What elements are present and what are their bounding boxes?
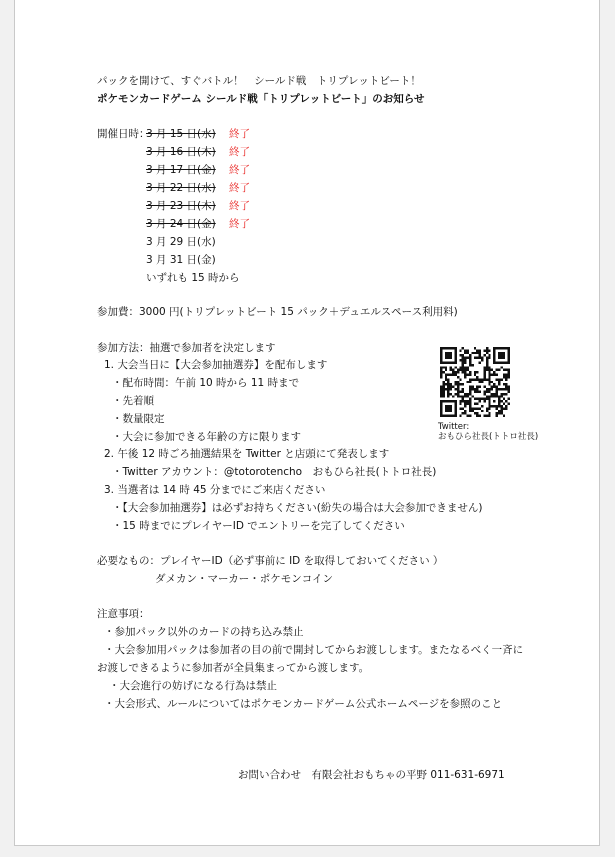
- schedule-date: 3 月 17 日(金): [146, 164, 216, 176]
- contact-info: お問い合わせ 有限会社おもちゃの平野 011-631-6971: [238, 769, 505, 781]
- list-item: ・大会形式、ルールについてはポケモンカードゲーム公式ホームページを参照のこと: [104, 698, 503, 710]
- method-step-3: 3. 当選者は 14 時 45 分までにご来店ください: [104, 484, 326, 496]
- schedule-date: 3 月 24 日(金): [146, 218, 216, 230]
- method-intro: 参加方法：抽選で参加者を決定します: [97, 342, 276, 354]
- qr-caption: Twitter:: [438, 422, 470, 432]
- ended-badge: 終了: [229, 182, 250, 194]
- qr-code-image: [440, 347, 510, 417]
- required-items: 必要なもの：プレイヤーID（必ず事前に ID を取得しておいてください ）: [97, 555, 444, 567]
- list-item: ・配布時間：午前 10 時から 11 時まで: [112, 377, 300, 389]
- notes-label: 注意事項：: [97, 608, 150, 620]
- list-item: ・【大会参加抽選券】は必ずお持ちください(紛失の場合は大会参加できません): [112, 502, 483, 514]
- ended-badge: 終了: [229, 200, 250, 212]
- schedule-date: 3 月 29 日(水): [146, 236, 216, 248]
- document-page: [14, 0, 600, 846]
- document-title: ポケモンカードゲーム シールド戦「トリプレットビート」のお知らせ: [97, 93, 425, 105]
- schedule-date: 3 月 16 日(木): [146, 146, 216, 158]
- schedule-note: いずれも 15 時から: [146, 272, 240, 284]
- list-item: ・数量限定: [112, 413, 165, 425]
- list-item: ・大会に参加できる年齢の方に限ります: [112, 431, 301, 443]
- ended-badge: 終了: [229, 128, 250, 140]
- ended-badge: 終了: [229, 146, 250, 158]
- ended-badge: 終了: [229, 164, 250, 176]
- qr-caption: おもひら社長(トトロ社長): [438, 432, 539, 442]
- method-step-1: 1. 大会当日に【大会参加抽選券】を配布します: [104, 359, 328, 371]
- required-items-detail: ダメカン・マーカー・ポケモンコイン: [155, 573, 333, 585]
- schedule-label: 開催日時：: [97, 128, 150, 140]
- list-item: ・大会参加用パックは参加者の目の前で開封してからお渡しします。またなるべく一斉に: [104, 644, 524, 656]
- list-item: ・先着順: [112, 395, 154, 407]
- fee-text: 参加費：3000 円(トリプレットビート 15 パック＋デュエルスペース利用料): [97, 306, 458, 318]
- method-step-2: 2. 午後 12 時ごろ抽選結果を Twitter と店頭にて発表します: [104, 448, 390, 460]
- schedule-date: 3 月 31 日(金): [146, 254, 216, 266]
- list-item: ・大会進行の妨げになる行為は禁止: [109, 680, 277, 692]
- list-item: ・Twitter アカウント：@totorotencho おもひら社長(トトロ社長): [112, 466, 437, 478]
- ended-badge: 終了: [229, 218, 250, 230]
- tagline: パックを開けて、すぐバトル！ シールド戦 トリプレットビート！: [97, 75, 421, 87]
- schedule-date: 3 月 22 日(水): [146, 182, 216, 194]
- schedule-date: 3 月 23 日(木): [146, 200, 216, 212]
- schedule-date: 3 月 15 日(水): [146, 128, 216, 140]
- list-item: ・参加パック以外のカードの持ち込み禁止: [104, 626, 304, 638]
- list-item: ・15 時までにプレイヤーID でエントリーを完了してください: [112, 520, 405, 532]
- list-item: お渡しできるように参加者が全員集まってから渡します。: [97, 662, 370, 674]
